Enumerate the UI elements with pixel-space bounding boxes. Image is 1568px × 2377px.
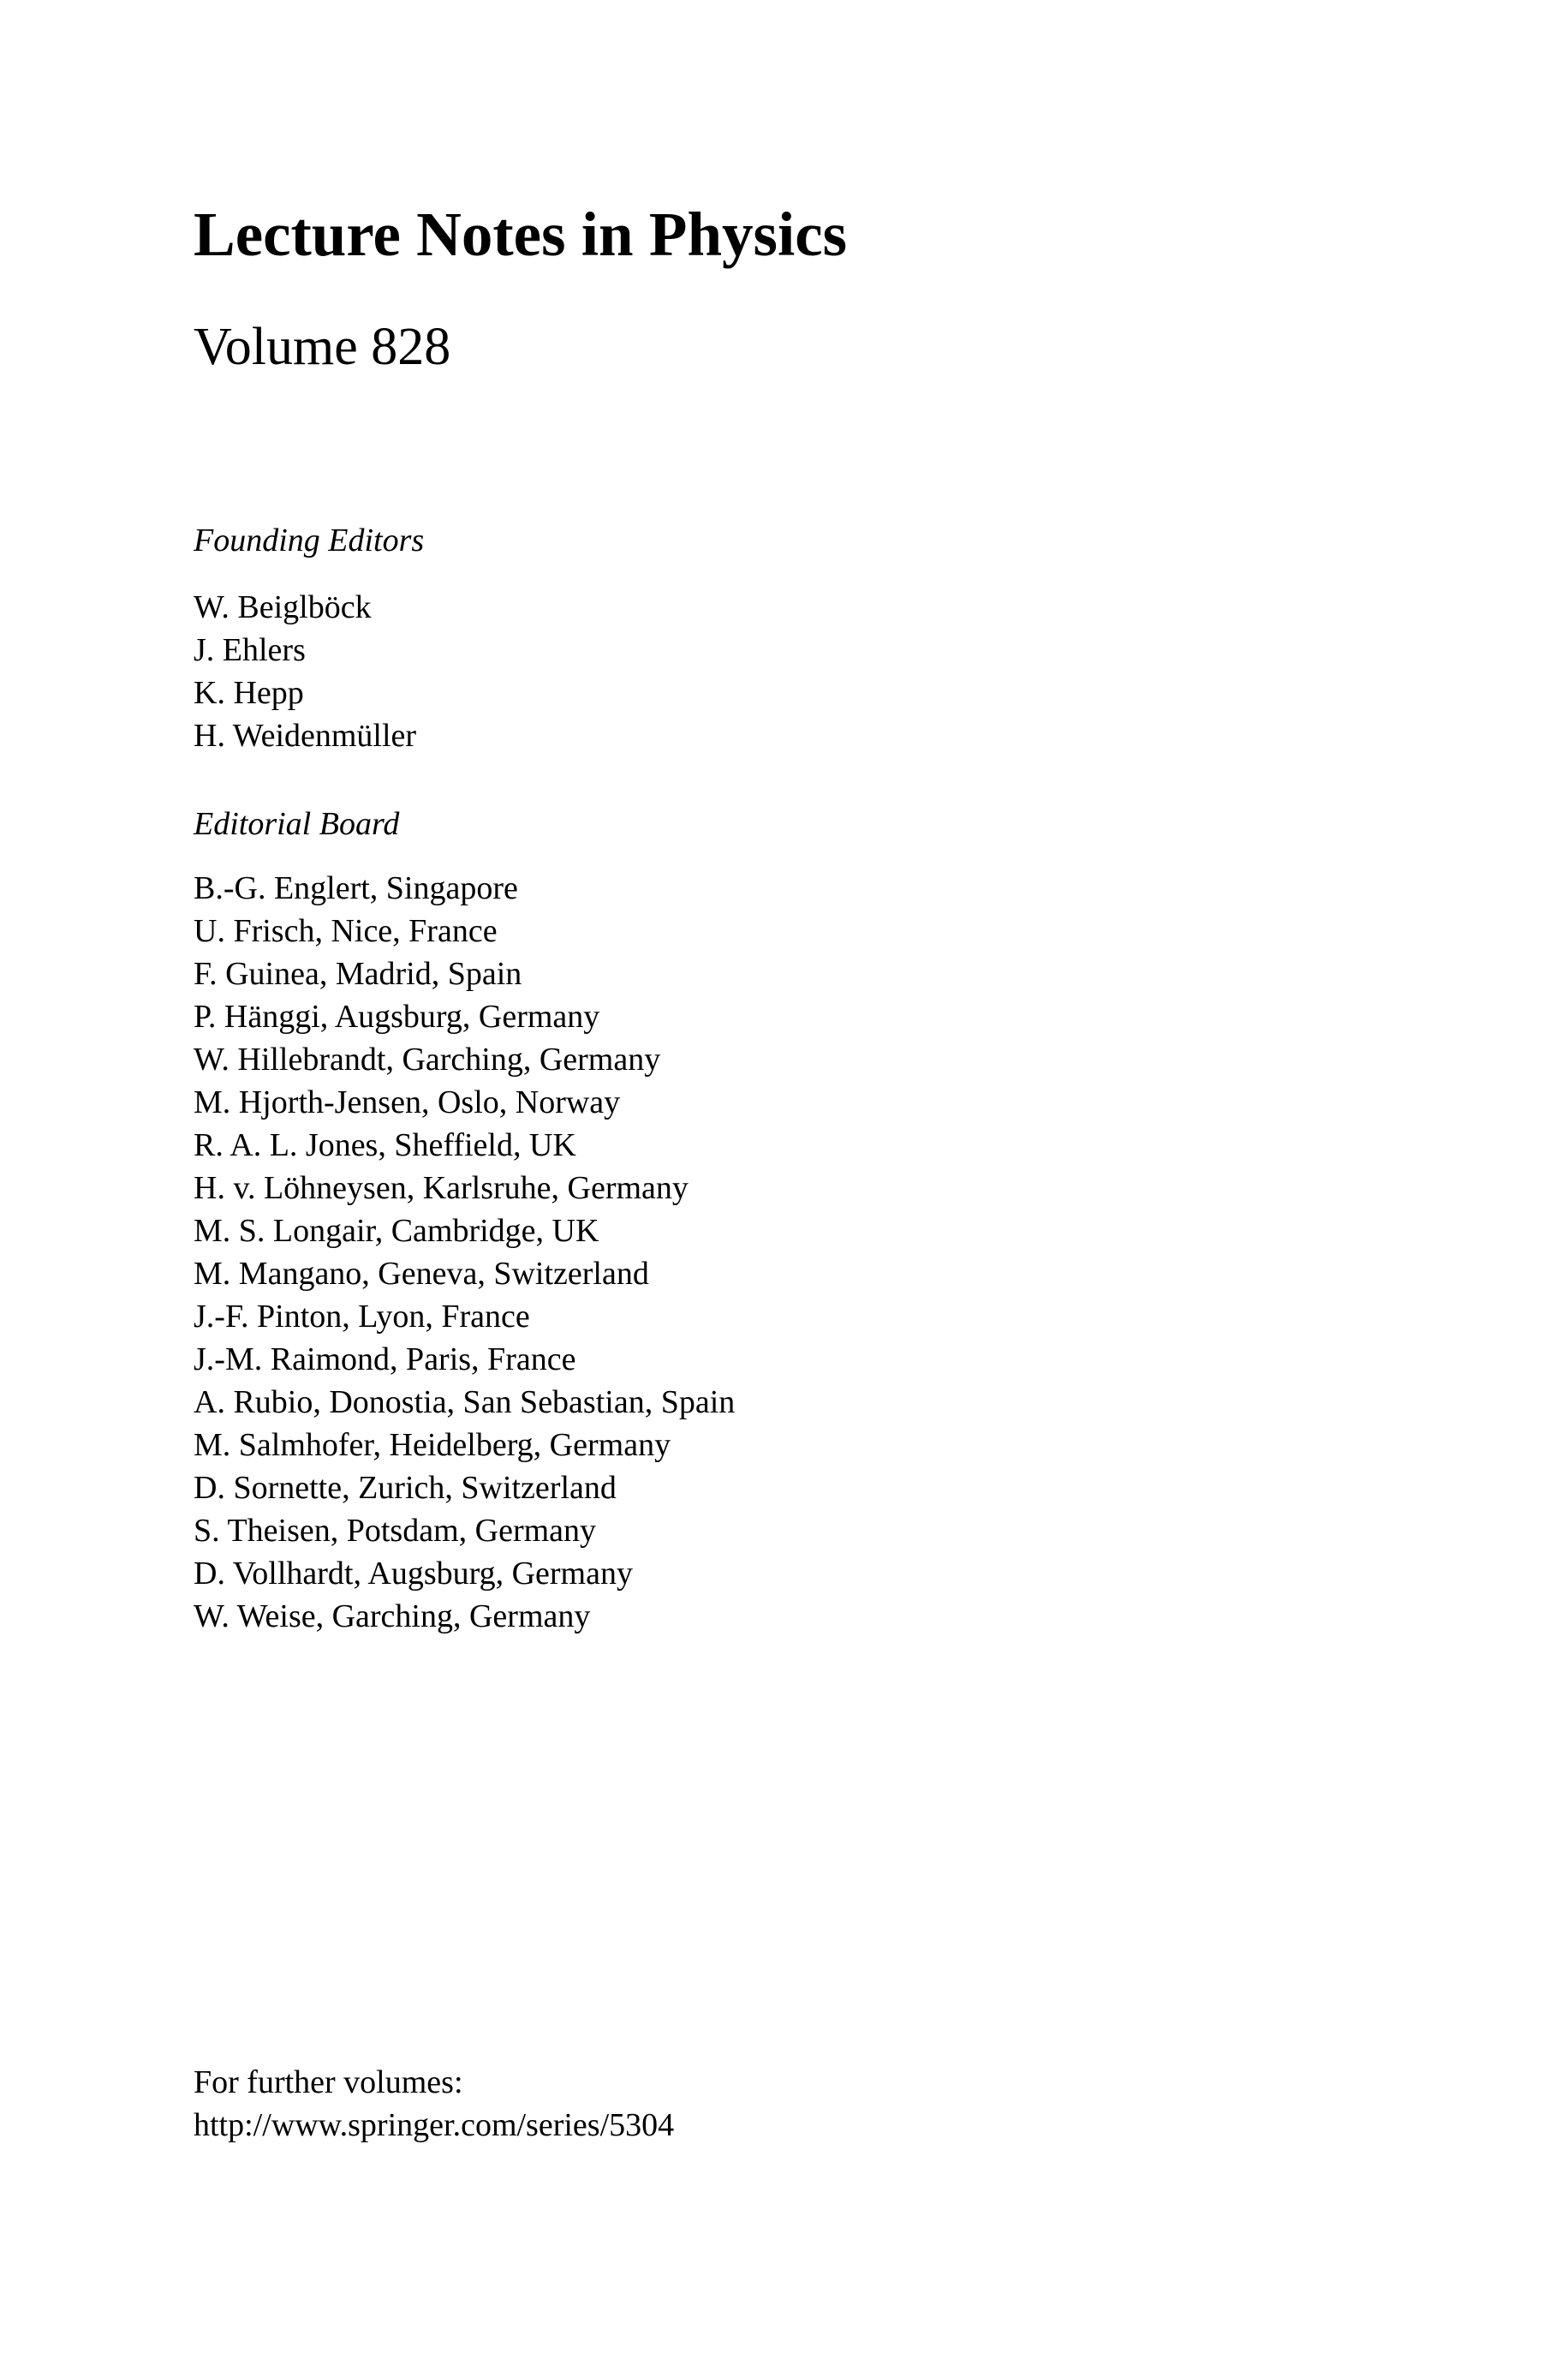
list-item: K. Hepp [194,675,304,711]
founding-editors-list [194,586,416,757]
list-item: J.-M. Raimond, Paris, France [194,1341,576,1377]
list-item: A. Rubio, Donostia, San Sebastian, Spain [194,1384,736,1420]
list-item: M. Mangano, Geneva, Switzerland [194,1256,649,1292]
list-item: F. Guinea, Madrid, Spain [194,956,522,992]
list-item: D. Vollhardt, Augsburg, Germany [194,1556,633,1592]
series-url-link[interactable]: http://www.springer.com/series/5304 [194,2107,675,2143]
editorial-board-heading: Editorial Board [194,806,400,842]
volume-number: Volume 828 [194,318,451,376]
list-item: H. Weidenmüller [194,718,417,754]
list-item: H. v. Löhneysen, Karlsruhe, Germany [194,1170,689,1206]
list-item: S. Theisen, Potsdam, Germany [194,1513,597,1549]
series-title: Lecture Notes in Physics [194,200,848,269]
list-item: M. Salmhofer, Heidelberg, Germany [194,1427,671,1463]
list-item: D. Sornette, Zurich, Switzerland [194,1470,617,1506]
list-item: W. Beiglböck [194,589,372,625]
founding-editors-heading: Founding Editors [194,523,425,558]
further-volumes-label: For further volumes: [194,2064,463,2100]
list-item: B.-G. Englert, Singapore [194,870,518,906]
list-item: J.-F. Pinton, Lyon, France [194,1299,530,1335]
list-item: W. Hillebrandt, Garching, Germany [194,1042,661,1078]
list-item: W. Weise, Garching, Germany [194,1598,591,1634]
further-volumes [194,2061,674,2147]
list-item: M. S. Longair, Cambridge, UK [194,1213,599,1249]
list-item: M. Hjorth-Jensen, Oslo, Norway [194,1084,621,1120]
list-item: R. A. L. Jones, Sheffield, UK [194,1127,576,1163]
list-item: U. Frisch, Nice, France [194,913,498,949]
list-item: J. Ehlers [194,632,306,668]
editorial-board-list [194,867,735,1638]
list-item: P. Hänggi, Augsburg, Germany [194,999,600,1035]
